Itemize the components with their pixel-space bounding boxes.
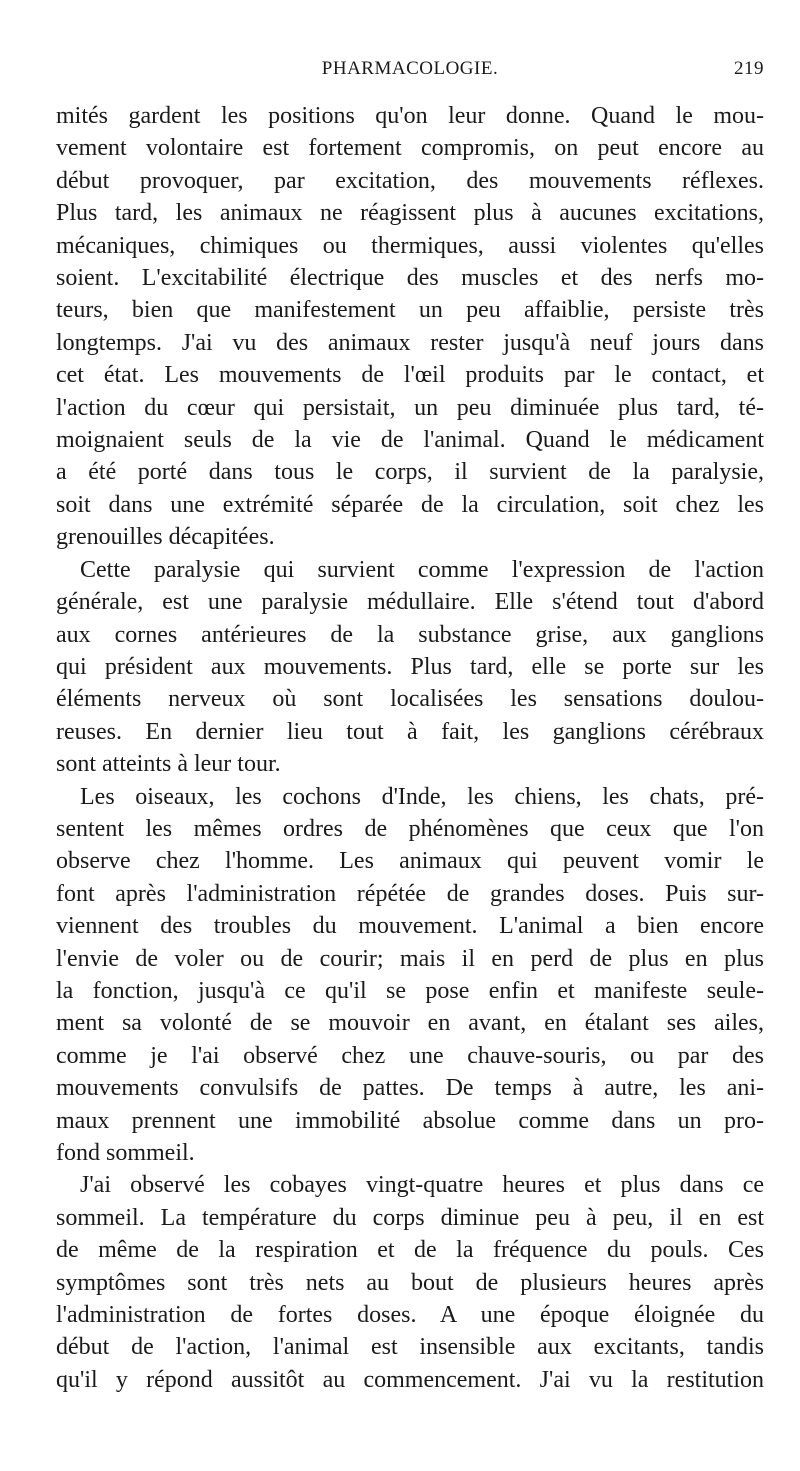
text-line: sommeil. La température du corps diminue peu à peu, il en est [56, 1204, 764, 1231]
text-line: Cette paralysie qui survient comme l'expression de l'action [80, 556, 764, 583]
paragraph [56, 100, 764, 554]
text-line: l'action du cœur qui persistait, un peu diminuée plus tard, té- [56, 394, 764, 421]
text-line: sentent les mêmes ordres de phénomènes que ceux que l'on [56, 815, 764, 842]
text-line: maux prennent une immobilité absolue comme dans un pro- [56, 1107, 764, 1134]
paragraph [56, 781, 764, 1170]
text-line: longtemps. J'ai vu des animaux rester jusqu'à neuf jours dans [56, 329, 764, 356]
body-text [56, 100, 764, 1396]
text-line: sont atteints à leur tour. [56, 751, 281, 778]
text-line: a été porté dans tous le corps, il survient de la paralysie, [56, 459, 764, 486]
text-line: Les oiseaux, les cochons d'Inde, les chiens, les chats, pré- [80, 783, 764, 810]
text-line: viennent des troubles du mouvement. L'animal a bien encore [56, 913, 764, 940]
text-line: mécaniques, chimiques ou thermiques, aussi violentes qu'elles [56, 232, 764, 259]
text-line: l'envie de voler ou de courir; mais il en perd de plus en plus [56, 945, 764, 972]
text-line: observe chez l'homme. Les animaux qui peuvent vomir le [56, 848, 764, 875]
page-number: 219 [734, 58, 764, 79]
book-page [56, 58, 764, 1396]
text-line: éléments nerveux où sont localisées les sensations doulou- [56, 686, 764, 713]
running-head [56, 58, 764, 88]
text-line: ment sa volonté de se mouvoir en avant, en étalant ses ailes, [56, 1010, 764, 1037]
text-line: cet état. Les mouvements de l'œil produits par le contact, et [56, 362, 764, 389]
paragraph [56, 1169, 764, 1396]
text-line: vement volontaire est fortement compromis, on peut encore au [56, 135, 764, 162]
text-line: mités gardent les positions qu'on leur donne. Quand le mou- [56, 103, 764, 129]
text-line: reuses. En dernier lieu tout à fait, les ganglions cérébraux [56, 718, 764, 745]
paragraph [56, 554, 764, 781]
text-line: début provoquer, par excitation, des mouvements réflexes. [56, 167, 764, 194]
text-line: aux cornes antérieures de la substance grise, aux ganglions [56, 621, 764, 648]
text-line: symptômes sont très nets au bout de plusieurs heures après [56, 1269, 764, 1296]
text-line: qui président aux mouvements. Plus tard, elle se porte sur les [56, 653, 764, 680]
text-line: début de l'action, l'animal est insensible aux excitants, tandis [56, 1334, 764, 1361]
text-line: qu'il y répond aussitôt au commencement. J'ai vu la restitution [56, 1366, 764, 1393]
text-line: de même de la respiration et de la fréquence du pouls. Ces [56, 1237, 764, 1264]
text-line: moignaient seuls de la vie de l'animal. Quand le médicament [56, 427, 764, 454]
running-title: PHARMACOLOGIE. [321, 58, 499, 79]
text-line: soient. L'excitabilité électrique des muscles et des nerfs mo- [56, 265, 764, 292]
text-line: fond sommeil. [56, 1140, 195, 1166]
text-line: l'administration de fortes doses. A une époque éloignée du [56, 1302, 764, 1329]
text-line: teurs, bien que manifestement un peu affaiblie, persiste très [56, 297, 764, 324]
text-line: soit dans une extrémité séparée de la circulation, soit chez les [56, 491, 764, 518]
text-line: la fonction, jusqu'à ce qu'il se pose enfin et manifeste seule- [56, 977, 764, 1004]
text-line: font après l'administration répétée de grandes doses. Puis sur- [56, 880, 764, 907]
text-line: J'ai observé les cobayes vingt-quatre heures et plus dans ce [80, 1172, 764, 1199]
text-line: Plus tard, les animaux ne réagissent plus à aucunes excitations, [56, 200, 764, 227]
text-line: comme je l'ai observé chez une chauve-souris, ou par des [56, 1042, 764, 1069]
text-line: mouvements convulsifs de pattes. De temps à autre, les ani- [56, 1075, 764, 1102]
text-line: grenouilles décapitées. [56, 524, 275, 551]
text-line: générale, est une paralysie médullaire. Elle s'étend tout d'abord [56, 589, 764, 616]
